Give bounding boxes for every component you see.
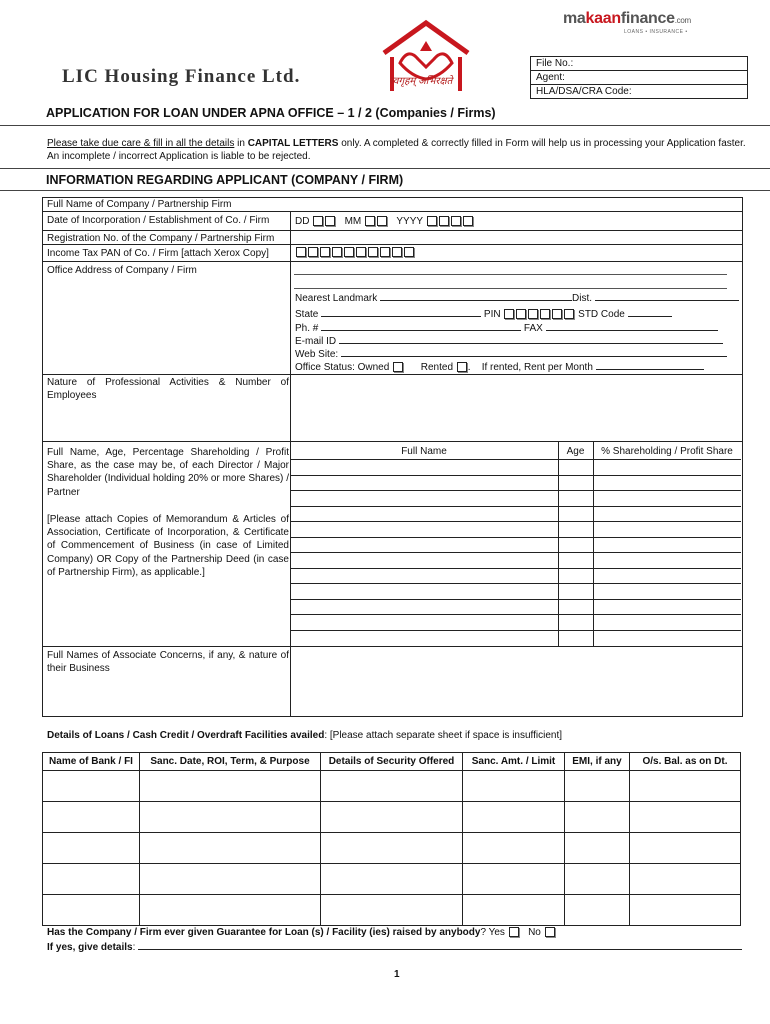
col-security: Details of Security Offered	[321, 753, 463, 771]
hla-code-field[interactable]: HLA/DSA/CRA Code:	[536, 86, 632, 97]
yyyy-box[interactable]	[439, 216, 449, 226]
divider	[0, 168, 770, 169]
yyyy-box[interactable]	[427, 216, 437, 226]
pan-box[interactable]	[320, 247, 330, 257]
shareholder-row-line	[290, 521, 741, 522]
rented-label: Rented	[420, 362, 454, 373]
shareholder-row-line	[290, 490, 741, 491]
date-boxes	[295, 215, 474, 228]
mm-box[interactable]	[377, 216, 387, 226]
divider	[42, 230, 743, 231]
nature-label: Nature of Professional Activities & Number of Employees	[47, 377, 289, 401]
guarantee-details-label: If yes, give details	[47, 942, 133, 953]
state-row	[295, 307, 672, 321]
pan-box[interactable]	[296, 247, 306, 257]
col-sanction-date: Sanc. Date, ROI, Term, & Purpose	[140, 753, 321, 771]
pin-label: PIN	[483, 309, 501, 320]
guarantee-no-checkbox[interactable]	[545, 927, 555, 937]
pan-box[interactable]	[380, 247, 390, 257]
lic-logo-icon	[378, 17, 474, 101]
pin-box[interactable]	[528, 309, 538, 319]
pin-box[interactable]	[564, 309, 574, 319]
std-code-input[interactable]	[628, 307, 672, 317]
website-row	[295, 347, 727, 361]
if-rented-label: If rented, Rent per Month	[481, 362, 593, 373]
pan-box[interactable]	[308, 247, 318, 257]
shareholder-row-line	[290, 552, 741, 553]
office-status-row: Office Status: Owned Rented . If rented, Rent per Month	[295, 360, 704, 374]
address-line-1[interactable]	[294, 274, 727, 275]
instruction-note	[47, 137, 752, 163]
mm-label: MM	[344, 216, 362, 227]
reg-no-label: Registration No. of the Company / Partnership Firm	[47, 233, 275, 244]
table-row	[43, 833, 741, 864]
guarantee-no-label: No	[528, 927, 541, 938]
dist-label: Dist.	[572, 293, 593, 304]
divider	[290, 211, 291, 717]
table-row	[43, 771, 741, 802]
agent-field[interactable]: Agent:	[531, 71, 747, 85]
pin-box[interactable]	[504, 309, 514, 319]
company-tagline: स्वगृहम् अभिरक्षते	[389, 76, 453, 87]
makaan-logo	[563, 10, 691, 28]
phone-row	[295, 321, 718, 335]
divider	[42, 441, 743, 442]
dd-label: DD	[295, 216, 310, 227]
full-name-label: Full Name of Company / Partnership Firm	[47, 199, 232, 210]
pan-box[interactable]	[332, 247, 342, 257]
landmark-input[interactable]	[380, 291, 572, 301]
brand-subtitle: LOANS • INSURANCE •	[624, 29, 688, 35]
dd-box[interactable]	[313, 216, 323, 226]
note-in: in	[234, 138, 248, 149]
col-sanction-amount: Sanc. Amt. / Limit	[463, 753, 565, 771]
yyyy-box[interactable]	[451, 216, 461, 226]
mm-box[interactable]	[365, 216, 375, 226]
shareholder-row-line	[290, 630, 741, 631]
file-no-field[interactable]: File No.:	[531, 57, 747, 71]
shareholder-row-line	[290, 506, 741, 507]
shareholders-label: Full Name, Age, Percentage Shareholding / Profit Share, as the case may be, of each Director / Major Shareholder (Individual holding 20% or more Shares) / Partner	[47, 447, 289, 498]
fax-label: FAX	[523, 323, 543, 334]
table-row	[43, 895, 741, 926]
attach-documents-label: [Please attach Copies of Memorandum & Articles of Association, Certificate of Incorporation, & Certificate of Commencement of Business (in case of Limited Company) OR Copy of the Partnership Deed (in case of Partnership Firm), as applicable.]	[47, 514, 289, 578]
note-underlined: Please take due care & fill in all the details	[47, 138, 235, 149]
phone-input[interactable]	[321, 321, 521, 331]
state-label: State	[295, 309, 319, 320]
pan-box[interactable]	[392, 247, 402, 257]
brand-dotcom: .com	[674, 16, 691, 25]
guarantee-details-input[interactable]	[138, 940, 742, 950]
fax-input[interactable]	[546, 321, 718, 331]
guarantee-yes-label: ? Yes	[480, 927, 505, 938]
shareholder-row-line	[290, 583, 741, 584]
rented-checkbox[interactable]	[457, 362, 467, 372]
dd-box[interactable]	[325, 216, 335, 226]
shareholder-row-line	[290, 568, 741, 569]
guarantee-question: Has the Company / Firm ever given Guarantee for Loan (s) / Facility (ies) raised by anybody	[47, 927, 481, 938]
divider	[593, 441, 594, 646]
pan-box[interactable]	[344, 247, 354, 257]
guarantee-yes-checkbox[interactable]	[509, 927, 519, 937]
brand-name-accent: kaan	[585, 10, 621, 27]
office-status-label: Office Status: Owned	[295, 362, 390, 373]
pin-box[interactable]	[552, 309, 562, 319]
pan-label: Income Tax PAN of Co. / Firm [attach Xerox Copy]	[47, 248, 269, 259]
rent-input[interactable]	[596, 360, 704, 370]
table-row	[43, 864, 741, 895]
std-code-label: STD Code	[578, 309, 625, 320]
brand-name-a: ma	[563, 10, 586, 27]
divider	[0, 190, 770, 191]
divider	[42, 646, 743, 647]
website-label: Web Site:	[295, 349, 339, 360]
yyyy-box[interactable]	[463, 216, 473, 226]
table-header-row	[43, 753, 741, 771]
landmark-label: Nearest Landmark	[295, 293, 378, 304]
yyyy-label: YYYY	[396, 216, 423, 227]
table-row	[43, 802, 741, 833]
divider	[558, 441, 559, 646]
col-bank: Name of Bank / FI	[43, 753, 140, 771]
email-input[interactable]	[339, 334, 723, 344]
shareholder-row-line	[290, 599, 741, 600]
guarantee-colon: :	[132, 942, 136, 953]
guarantee-details-row	[47, 940, 742, 954]
loans-heading	[47, 729, 562, 742]
dist-input[interactable]	[595, 291, 739, 301]
section-title: INFORMATION REGARDING APPLICANT (COMPANY / FIRM)	[46, 173, 404, 187]
doi-label: Date of Incorporation / Establishment of Co. / Firm	[47, 215, 270, 226]
note-caps: CAPITAL LETTERS	[247, 138, 339, 149]
website-input[interactable]	[341, 347, 727, 357]
col-os-balance: O/s. Bal. as on Dt.	[630, 753, 741, 771]
divider	[42, 374, 743, 375]
owned-checkbox[interactable]	[393, 362, 403, 372]
shareholder-row-line	[290, 537, 741, 538]
loans-heading-bold: Details of Loans / Cash Credit / Overdraft Facilities availed	[47, 730, 325, 741]
shareholder-row-line	[290, 614, 741, 615]
pin-box[interactable]	[540, 309, 550, 319]
pan-boxes	[295, 246, 415, 259]
phone-label: Ph. #	[295, 323, 319, 334]
guarantee-question-row	[47, 926, 556, 939]
col-emi: EMI, if any	[565, 753, 630, 771]
note-rest: only. A completed & correctly filled in Form will help us in processing your Application faster. An incomplete / incorrect Application is liable to be rejected.	[47, 138, 746, 162]
pan-box[interactable]	[404, 247, 414, 257]
company-name: LIC Housing Finance Ltd.	[62, 66, 301, 87]
pan-box[interactable]	[368, 247, 378, 257]
loans-table	[42, 752, 741, 926]
divider	[0, 125, 770, 126]
col-shareholding: % Shareholding / Profit Share	[601, 446, 733, 457]
divider	[42, 211, 743, 212]
brand-name-b: finance	[620, 10, 675, 27]
office-address-label: Office Address of Company / Firm	[47, 265, 197, 276]
shareholder-row-line	[290, 475, 741, 476]
state-input[interactable]	[321, 307, 481, 317]
loans-heading-rest: : [Please attach separate sheet if space is insufficient]	[324, 730, 563, 741]
email-row	[295, 334, 723, 348]
office-use-box	[530, 56, 748, 99]
email-label: E-mail ID	[295, 336, 337, 347]
application-title: APPLICATION FOR LOAN UNDER APNA OFFICE – 1 / 2 (Companies / Firms)	[46, 106, 496, 120]
page-number: 1	[394, 969, 400, 980]
col-full-name: Full Name	[401, 446, 447, 457]
col-age: Age	[566, 446, 585, 457]
pan-box[interactable]	[356, 247, 366, 257]
pin-box[interactable]	[516, 309, 526, 319]
associates-label: Full Names of Associate Concerns, if any, & nature of their Business	[47, 650, 289, 675]
address-line-2[interactable]	[294, 288, 727, 289]
landmark-row	[295, 291, 739, 305]
divider	[42, 261, 743, 262]
shareholder-row-line	[290, 459, 741, 460]
